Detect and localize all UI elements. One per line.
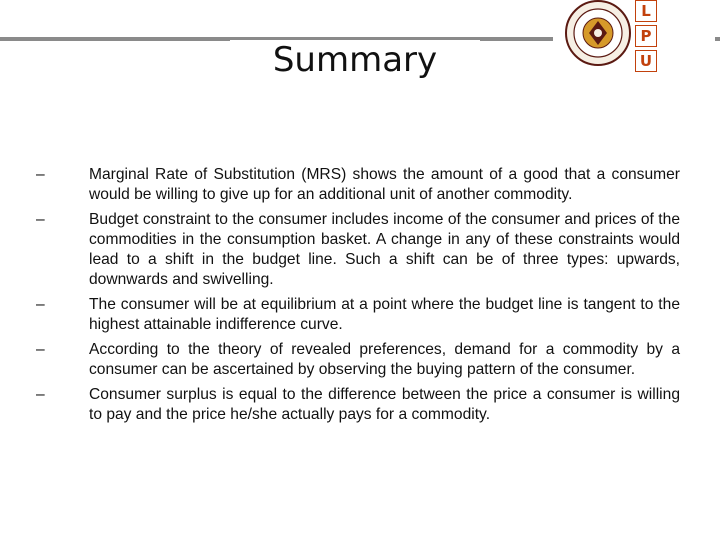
bullet-text: The consumer will be at equilibrium at a point where the budget line is tangent to the highest attainable indifference curve. <box>89 296 680 333</box>
bullet-text: Budget constraint to the consumer includes income of the consumer and prices of the commodities in the consumption basket. A change in any of these constraints would lead to a shift in the budget line. Such a shift can be of three types: upwards, downwards and swivelling. <box>89 211 680 288</box>
bullet-dash: – <box>36 166 45 183</box>
page-title: Summary <box>230 40 480 80</box>
bullet-dash: – <box>36 211 45 228</box>
university-seal-icon <box>563 0 633 70</box>
list-item <box>36 295 680 335</box>
logo-letter-l: L <box>635 0 657 22</box>
bullet-dash: – <box>36 341 45 358</box>
bullet-dash: – <box>36 296 45 313</box>
lpu-letters <box>635 0 657 75</box>
list-item <box>36 165 680 205</box>
list-item <box>36 340 680 380</box>
lpu-logo <box>553 0 715 76</box>
bullet-text: Marginal Rate of Substitution (MRS) shows the amount of a good that a consumer would be willing to give up for an additional unit of another commodity. <box>89 166 680 203</box>
list-item <box>36 385 680 425</box>
bullet-text: Consumer surplus is equal to the difference between the price a consumer is willing to pay and the price he/she actually pays for a commodity. <box>89 386 680 423</box>
list-item <box>36 210 680 290</box>
bullet-text: According to the theory of revealed preferences, demand for a commodity by a consumer can be ascertained by observing the buying pattern of the consumer. <box>89 341 680 378</box>
logo-letter-u: U <box>635 50 657 72</box>
bullet-dash: – <box>36 386 45 403</box>
logo-letter-p: P <box>635 25 657 47</box>
summary-list <box>36 165 680 430</box>
